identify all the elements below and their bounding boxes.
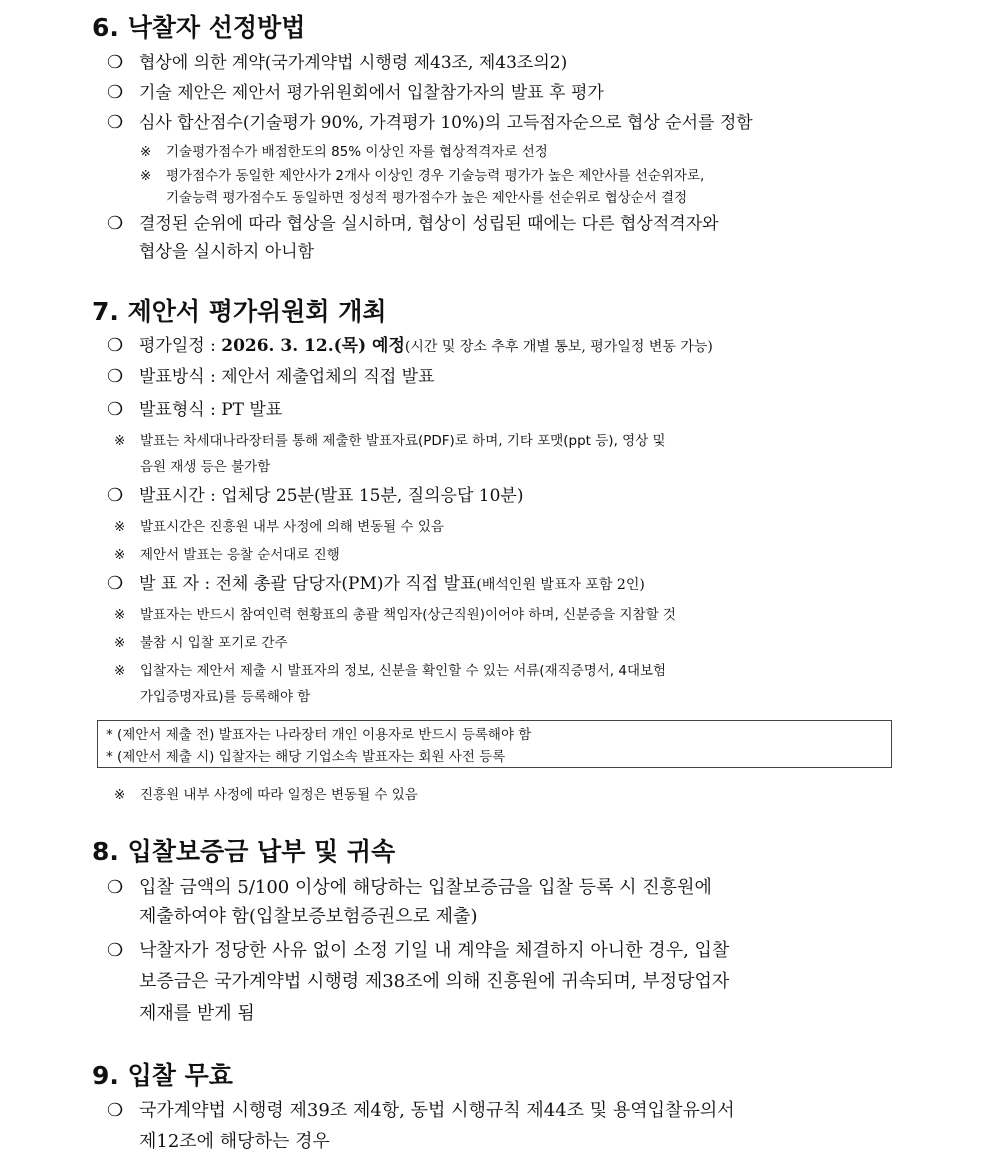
s6-note-2-cont: 기술능력 평가점수도 동일하면 정성적 평가점수가 높은 제안사를 선순위로 협상순서 결정 (166, 190, 688, 206)
s7-item-1 (139, 335, 713, 358)
circle-bullet: ❍ (107, 82, 124, 103)
s6-note-1 (140, 143, 548, 161)
s7-item-5 (139, 573, 645, 596)
s6-note-2 (140, 167, 704, 185)
note-mark: ※ (114, 663, 126, 679)
circle-bullet: ❍ (107, 335, 124, 356)
s7-note-2 (114, 518, 444, 536)
circle-bullet: ❍ (107, 877, 124, 898)
circle-bullet: ❍ (107, 52, 124, 73)
s7-note-7 (114, 786, 418, 804)
s7-item-2: 발표방식 : 제안서 제출업체의 직접 발표 (139, 367, 435, 387)
s9-item-1-cont: 제12조에 해당하는 경우 (139, 1131, 330, 1152)
s9-item-1: 국가계약법 시행령 제39조 제4항, 동법 시행규칙 제44조 및 용역입찰유의서 (139, 1100, 735, 1121)
s6-item-4-cont: 협상을 실시하지 아니함 (139, 242, 315, 262)
s8-item-2: 낙찰자가 정당한 사유 없이 소정 기일 내 계약을 체결하지 아니한 경우, 입찰 (139, 940, 730, 961)
s8-item-1: 입찰 금액의 5/100 이상에 해당하는 입찰보증금을 입찰 등록 시 진흥원에 (139, 877, 712, 898)
s6-note-2-text: 평가점수가 동일한 제안사가 2개사 이상인 경우 기술능력 평가가 높은 제안사를 선순위자로, (166, 168, 705, 184)
s7-note-5-text: 불참 시 입찰 포기로 간주 (140, 635, 288, 651)
s7-note-4 (114, 606, 676, 624)
s7-note-3 (114, 546, 340, 564)
s7-item-5-suffix: (배석인원 발표자 포함 2인) (476, 577, 645, 593)
note-mark: ※ (114, 433, 126, 449)
s7-note-3-text: 제안서 발표는 응찰 순서대로 진행 (140, 547, 340, 563)
s7-note-1 (114, 432, 666, 450)
note-mark: ※ (114, 519, 126, 535)
circle-bullet: ❍ (107, 485, 124, 506)
note-mark: ※ (114, 607, 126, 623)
notice-box-line-2: * (제안서 제출 시) 입찰자는 해당 기업소속 발표자는 회원 사전 등록 (106, 749, 506, 765)
s7-note-4-text: 발표자는 반드시 참여인력 현황표의 총괄 책임자(상근직원)이어야 하며, 신분증을 지참할 것 (140, 607, 676, 623)
s7-note-6-text: 입찰자는 제안서 제출 시 발표자의 정보, 신분을 확인할 수 있는 서류(재직증명서, 4대보험 (140, 663, 667, 679)
circle-bullet: ❍ (107, 112, 124, 133)
s7-note-6-cont: 가입증명자료)를 등록해야 함 (140, 689, 311, 705)
section-8-title: 8. 입찰보증금 납부 및 귀속 (92, 837, 396, 866)
s6-item-2: 기술 제안은 제안서 평가위원회에서 입찰참가자의 발표 후 평가 (139, 83, 604, 103)
section-7-title: 7. 제안서 평가위원회 개최 (92, 297, 387, 326)
s7-item-1-suffix: (시간 및 장소 추후 개별 통보, 평가일정 변동 가능) (404, 339, 713, 355)
s8-item-2-cont-1: 보증금은 국가계약법 시행령 제38조에 의해 진흥원에 귀속되며, 부정당업자 (139, 971, 730, 992)
s7-note-1-text: 발표는 차세대나라장터를 통해 제출한 발표자료(PDF)로 하며, 기타 포맷(ppt 등), 영상 및 (140, 433, 666, 449)
section-6-title: 6. 낙찰자 선정방법 (92, 13, 306, 42)
s6-item-1: 협상에 의한 계약(국가계약법 시행령 제43조, 제43조의2) (139, 53, 568, 73)
circle-bullet: ❍ (107, 366, 124, 387)
circle-bullet: ❍ (107, 399, 124, 420)
s7-item-1-label: 평가일정 : (139, 336, 222, 356)
note-mark: ※ (140, 168, 152, 184)
s7-note-6 (114, 662, 666, 680)
circle-bullet: ❍ (107, 573, 124, 594)
notice-box-line-1: * (제안서 제출 전) 발표자는 나라장터 개인 이용자로 반드시 등록해야 함 (106, 727, 532, 743)
s7-note-1-cont: 음원 재생 등은 불가함 (140, 459, 271, 475)
note-mark: ※ (114, 635, 126, 651)
section-9-title: 9. 입찰 무효 (92, 1061, 233, 1090)
s6-item-3: 심사 합산점수(기술평가 90%, 가격평가 10%)의 고득점자순으로 협상 순서를 정함 (139, 113, 753, 133)
s8-item-2-cont-2: 제재를 받게 됨 (139, 1003, 255, 1024)
s6-item-4: 결정된 순위에 따라 협상을 실시하며, 협상이 성립된 때에는 다른 협상적격자와 (139, 214, 719, 234)
s6-note-1-text: 기술평가점수가 배점한도의 85% 이상인 자를 협상적격자로 선정 (166, 144, 548, 160)
s7-item-5-text: 발 표 자 : 전체 총괄 담당자(PM)가 직접 발표 (139, 574, 477, 594)
note-mark: ※ (114, 787, 126, 803)
circle-bullet: ❍ (107, 940, 124, 961)
note-mark: ※ (114, 547, 126, 563)
notice-box (97, 720, 892, 768)
circle-bullet: ❍ (107, 213, 124, 234)
s7-note-2-text: 발표시간은 진흥원 내부 사정에 의해 변동될 수 있음 (140, 519, 444, 535)
s7-note-5 (114, 634, 288, 652)
circle-bullet: ❍ (107, 1100, 124, 1121)
s8-item-1-cont: 제출하여야 함(입찰보증보험증권으로 제출) (139, 906, 478, 927)
note-mark: ※ (140, 144, 152, 160)
s7-note-7-text: 진흥원 내부 사정에 따라 일정은 변동될 수 있음 (140, 787, 418, 803)
s7-item-3: 발표형식 : PT 발표 (139, 400, 283, 420)
s7-item-1-date: 2026. 3. 12.(목) 예정 (221, 336, 405, 356)
s7-item-4: 발표시간 : 업체당 25분(발표 15분, 질의응답 10분) (139, 486, 524, 506)
